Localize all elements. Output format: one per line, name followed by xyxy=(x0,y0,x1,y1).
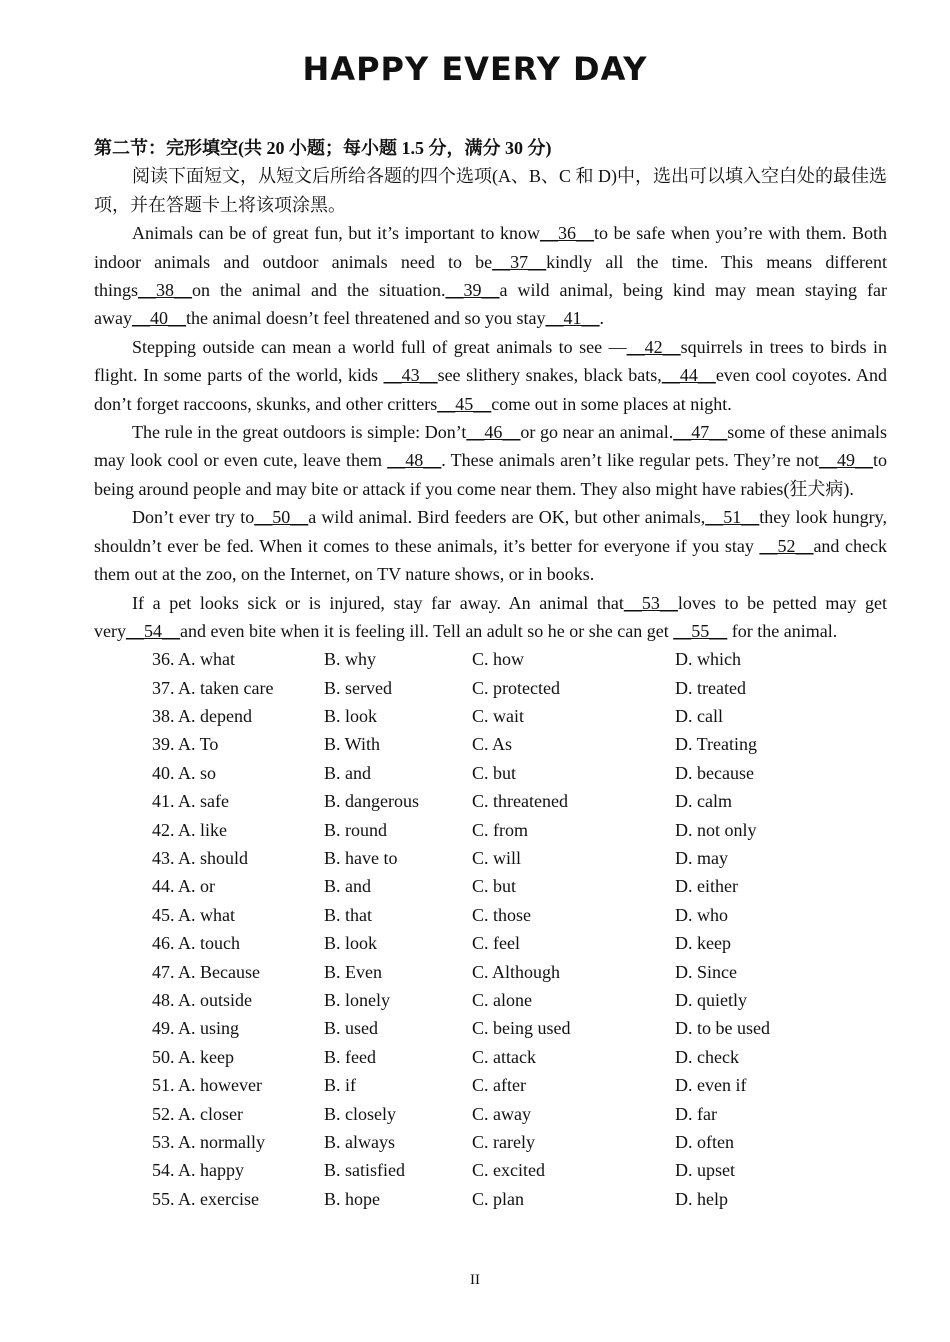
passage-text: Don’t ever try to xyxy=(132,507,255,528)
option-row xyxy=(94,787,887,815)
option-b: B. look xyxy=(324,706,378,727)
passage-text: and check them out at the zoo, on the Internet, on TV nature shows, or in books. xyxy=(94,535,887,585)
option-c: C. away xyxy=(472,1103,531,1124)
option-d: D. because xyxy=(675,762,754,783)
option-b: B. served xyxy=(324,677,392,698)
option-d: D. calm xyxy=(675,791,732,812)
blank: __55__ xyxy=(673,620,728,641)
passage-text: a wild animal, being kind may mean staying far away xyxy=(94,280,887,329)
blank: __50__ xyxy=(254,507,309,528)
option-a: 45. A. what xyxy=(152,904,235,925)
option-d: D. may xyxy=(675,848,728,869)
blank: __40__ xyxy=(131,308,186,329)
option-d: D. to be used xyxy=(675,1018,770,1039)
option-row xyxy=(94,1043,887,1071)
blank: __36__ xyxy=(539,223,594,244)
option-b: B. and xyxy=(324,876,371,897)
blank: __49__ xyxy=(818,450,873,471)
blank: __43__ xyxy=(383,365,438,386)
option-d: D. either xyxy=(675,876,738,897)
option-d: D. quietly xyxy=(675,990,747,1010)
option-c: C. will xyxy=(472,848,522,869)
option-row xyxy=(94,730,887,758)
option-b: B. that xyxy=(324,904,372,925)
option-d: D. who xyxy=(675,904,728,925)
option-d: D. check xyxy=(675,1046,739,1067)
option-c: C. feel xyxy=(472,933,520,954)
option-b: B. always xyxy=(324,1131,395,1152)
option-b: B. hope xyxy=(324,1188,380,1209)
option-a: 48. A. outside xyxy=(152,990,253,1010)
option-c: C. wait xyxy=(472,706,524,727)
page-number: II xyxy=(470,1272,480,1288)
option-a: 47. A. Because xyxy=(152,961,260,982)
blank: __46__ xyxy=(466,422,521,443)
passage-text: . These animals aren’t like regular pets. They’re not xyxy=(441,450,819,471)
passage-text: or go near an animal. xyxy=(520,422,674,443)
option-b: B. used xyxy=(324,1018,378,1039)
option-c: C. As xyxy=(472,734,513,755)
option-b: B. closely xyxy=(324,1103,396,1124)
passage-paragraph xyxy=(94,589,887,646)
option-b: B. satisfied xyxy=(324,1160,405,1181)
passage-text: for the animal. xyxy=(727,620,838,641)
option-b: B. With xyxy=(324,734,380,755)
blank: __44__ xyxy=(661,365,716,386)
option-row xyxy=(94,901,887,929)
option-a: 55. A. exercise xyxy=(152,1188,259,1209)
option-a: 54. A. happy xyxy=(152,1160,244,1181)
option-c: C. alone xyxy=(472,990,532,1010)
option-a: 43. A. should xyxy=(152,848,249,869)
option-a: 53. A. normally xyxy=(152,1131,265,1152)
blank: __47__ xyxy=(673,422,728,443)
option-b: B. feed xyxy=(324,1046,376,1067)
blank: __39__ xyxy=(445,280,500,301)
option-c: C. but xyxy=(472,762,517,783)
option-a: 51. A. however xyxy=(152,1075,262,1096)
blank: __41__ xyxy=(545,308,600,329)
passage-text: If a pet looks sick or is injured, stay far away. An animal that xyxy=(132,592,624,613)
page-title: HAPPY EVERY DAY xyxy=(302,50,648,88)
passage xyxy=(94,219,887,645)
passage-paragraph xyxy=(94,503,887,588)
passage-text: even cool coyotes. And don’t forget raccoons, skunks, and other critters xyxy=(94,365,887,414)
option-a: 36. A. what xyxy=(152,649,235,670)
option-d: D. often xyxy=(675,1131,734,1152)
passage-text: to be safe when you’re with them. Both indoor animals and outdoor animals need to be xyxy=(94,223,888,272)
passage-text: Stepping outside can mean a world full of great animals to see — xyxy=(132,336,627,357)
option-c: C. excited xyxy=(472,1160,545,1181)
option-b: B. have to xyxy=(324,848,398,869)
option-c: C. plan xyxy=(472,1188,524,1209)
option-d: D. help xyxy=(675,1188,728,1209)
option-row xyxy=(94,1014,887,1042)
passage-text: some of these animals may look cool or even cute, leave them xyxy=(94,422,888,471)
blank: __48__ xyxy=(387,450,442,471)
option-c: C. attack xyxy=(472,1046,536,1067)
instructions: 阅读下面短文，从短文后所给各题的四个选项(A、B、C 和 D)中，选出可以填入空白处的最佳选项，并在答题卡上将该项涂黑。 xyxy=(94,166,887,215)
option-a: 40. A. so xyxy=(152,762,217,783)
option-c: C. being used xyxy=(472,1018,571,1039)
passage-text: see slithery snakes, black bats, xyxy=(437,365,662,386)
blank: __52__ xyxy=(759,535,814,556)
passage-paragraph xyxy=(94,219,887,333)
option-b: B. if xyxy=(324,1075,357,1096)
option-row xyxy=(94,872,887,900)
option-row xyxy=(94,1071,887,1099)
option-d: D. which xyxy=(675,649,741,670)
option-c: C. those xyxy=(472,904,532,925)
option-b: B. lonely xyxy=(324,990,390,1010)
blank: __45__ xyxy=(437,393,492,414)
option-b: B. round xyxy=(324,819,387,840)
cloze-section xyxy=(94,134,887,1213)
section-heading: 第二节：完形填空(共 20 小题；每小题 1.5 分，满分 30 分) xyxy=(94,138,552,158)
option-b: B. and xyxy=(324,762,371,783)
option-d: D. treated xyxy=(675,677,746,698)
option-d: D. keep xyxy=(675,933,731,954)
options-list xyxy=(94,645,887,1213)
option-row xyxy=(94,929,887,957)
option-b: B. Even xyxy=(324,961,382,982)
passage-text: and even bite when it is feeling ill. Tell an adult so he or she can get xyxy=(179,620,674,641)
option-a: 49. A. using xyxy=(152,1018,240,1039)
option-a: 42. A. like xyxy=(152,819,227,840)
passage-text: Animals can be of great fun, but it’s important to know xyxy=(132,223,540,244)
option-row xyxy=(94,816,887,844)
passage-text: on the animal and the situation. xyxy=(192,280,446,301)
option-b: B. look xyxy=(324,933,378,954)
option-c: C. from xyxy=(472,819,528,840)
option-d: D. Since xyxy=(675,961,737,982)
blank: __37__ xyxy=(492,251,547,272)
passage-text: to being around people and may bite or attack if you come near them. They also might have rabies(狂犬病). xyxy=(94,450,887,499)
passage-text: the animal doesn’t feel threatened and so you stay xyxy=(185,308,546,329)
option-d: D. call xyxy=(675,706,723,727)
option-row xyxy=(94,1128,887,1156)
option-row xyxy=(94,674,887,702)
option-row xyxy=(94,645,887,673)
passage-text: they look hungry, shouldn’t ever be fed. When it comes to these animals, it’s better for everyone if you stay xyxy=(94,507,887,556)
option-row xyxy=(94,702,887,730)
option-a: 50. A. keep xyxy=(152,1046,234,1067)
option-b: B. why xyxy=(324,649,377,670)
passage-paragraph xyxy=(94,333,887,418)
option-row xyxy=(94,1100,887,1128)
option-b: B. dangerous xyxy=(324,791,419,812)
option-a: 38. A. depend xyxy=(152,706,252,727)
passage-text: . xyxy=(599,308,605,329)
option-a: 46. A. touch xyxy=(152,933,240,954)
passage-text: squirrels in trees to birds in flight. In some parts of the world, kids xyxy=(94,336,887,386)
option-a: 44. A. or xyxy=(152,876,215,897)
passage-text: kindly all the time. This means different things xyxy=(94,251,888,301)
option-a: 52. A. closer xyxy=(152,1103,243,1124)
option-c: C. after xyxy=(472,1075,526,1096)
option-a: 37. A. taken care xyxy=(152,677,274,698)
option-row xyxy=(94,759,887,787)
option-row xyxy=(94,958,887,986)
blank: __42__ xyxy=(626,336,681,357)
option-c: C. how xyxy=(472,649,525,670)
option-c: C. but xyxy=(472,876,517,897)
blank: __38__ xyxy=(138,280,193,301)
option-row xyxy=(94,1185,887,1213)
blank: __54__ xyxy=(125,620,180,641)
option-a: 39. A. To xyxy=(152,734,219,755)
option-d: D. Treating xyxy=(675,734,758,755)
passage-text: The rule in the great outdoors is simple: Don’t xyxy=(132,422,467,443)
option-row xyxy=(94,844,887,872)
option-d: D. far xyxy=(675,1103,717,1124)
passage-text: loves to be petted may get very xyxy=(94,592,887,641)
option-a: 41. A. safe xyxy=(152,791,229,812)
passage-paragraph xyxy=(94,418,887,503)
option-row xyxy=(94,986,887,1014)
option-d: D. even if xyxy=(675,1075,747,1096)
option-c: C. protected xyxy=(472,677,560,698)
option-d: D. not only xyxy=(675,819,757,840)
option-c: C. rarely xyxy=(472,1131,535,1152)
passage-text: come out in some places at night. xyxy=(491,393,732,414)
blank: __53__ xyxy=(623,592,678,613)
option-c: C. threatened xyxy=(472,791,568,812)
option-d: D. upset xyxy=(675,1160,735,1181)
option-row xyxy=(94,1156,887,1184)
option-c: C. Although xyxy=(472,961,561,982)
blank: __51__ xyxy=(705,507,760,528)
passage-text: a wild animal. Bird feeders are OK, but other animals, xyxy=(308,507,706,528)
